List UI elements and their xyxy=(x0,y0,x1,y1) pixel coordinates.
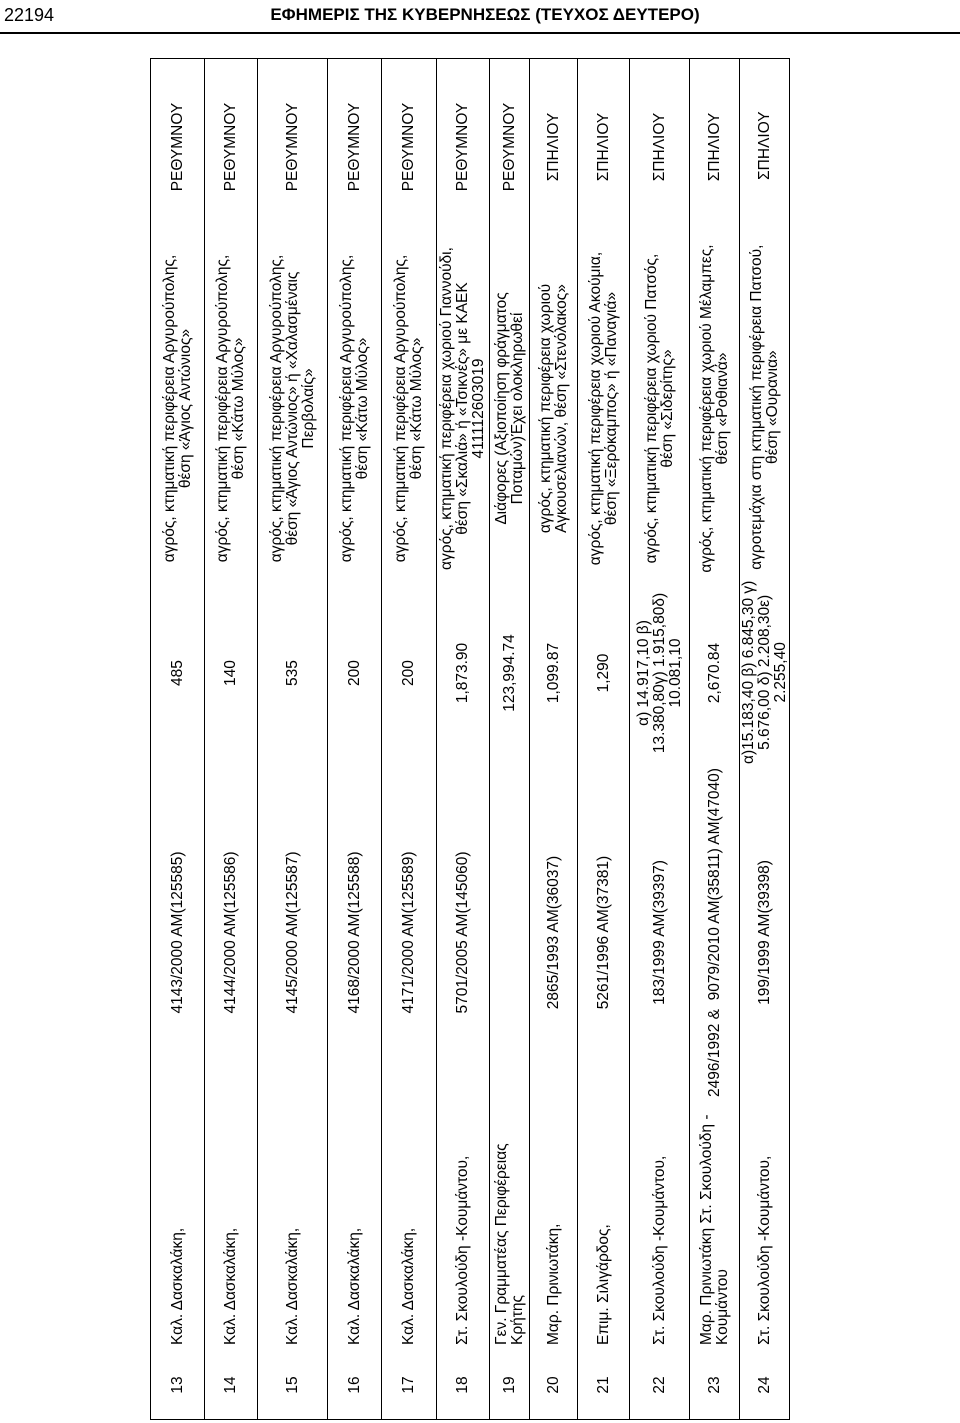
region-name-text: ΡΕΘΥΜΝΟΥ xyxy=(345,102,363,192)
holder-name-cell xyxy=(258,1101,327,1351)
area-value-cell xyxy=(205,582,257,764)
area-value-cell xyxy=(328,582,381,764)
location-description-text: αγρός, κτηματική περιφέρεια χωριού xyxy=(536,283,554,534)
license-number-text: 183/1999 ΑΜ(39397) xyxy=(650,860,668,1005)
location-description-cell xyxy=(328,235,381,582)
region-name-text: ΡΕΘΥΜΝΟΥ xyxy=(283,102,301,192)
license-number-cell xyxy=(258,764,327,1101)
location-description-text: θέση «Κάτω Μύλος» xyxy=(230,337,247,480)
region-name-cell xyxy=(205,59,257,235)
region-name-cell xyxy=(258,59,327,235)
area-value-text: 485 xyxy=(168,660,186,686)
row-number-cell xyxy=(205,1351,257,1419)
row-number-cell xyxy=(530,1351,577,1419)
location-description-text: θέση «Σιδερίτης» xyxy=(658,349,676,468)
rotated-table-area xyxy=(150,58,790,1420)
region-name-text: ΡΕΘΥΜΝΟΥ xyxy=(500,102,518,192)
region-name-text: ΣΠΗΛΙΟΥ xyxy=(705,112,723,182)
area-value-text: 10.081,10 xyxy=(666,638,684,708)
region-name-text: ΡΕΘΥΜΝΟΥ xyxy=(168,102,186,192)
license-number-text: 5701/2005 ΑΜ(145060) xyxy=(454,851,471,1014)
area-value-cell xyxy=(740,581,789,764)
license-number-cell xyxy=(630,764,689,1101)
holder-name-cell xyxy=(630,1101,689,1351)
license-number-cell xyxy=(205,764,257,1101)
area-value-text: 1,873.90 xyxy=(454,642,471,704)
publication-title: ΕΦΗΜΕΡΙΣ ΤΗΣ ΚΥΒΕΡΝΗΣΕΩΣ (ΤΕΥΧΟΣ ΔΕΥΤΕΡΟ) xyxy=(270,5,700,24)
table-row xyxy=(205,59,258,1419)
holder-name-text: Καλ. Δασκαλάκη, xyxy=(345,1227,363,1345)
location-description-text: θέση «Κάτω Μύλος» xyxy=(353,337,371,480)
location-description-cell xyxy=(578,235,629,582)
table-row xyxy=(578,59,630,1419)
location-description-text: αγρός, κτηματική περιφέρεια Αργυρούπολης, xyxy=(214,254,231,563)
area-value-text: 200 xyxy=(400,660,417,686)
location-description-text: Περβολαίς» xyxy=(299,368,317,449)
region-name-text: ΣΠΗΛΙΟΥ xyxy=(650,112,668,182)
license-number-cell xyxy=(437,764,489,1101)
holder-name-text: Κουμάντου xyxy=(713,1269,731,1345)
holder-name-cell xyxy=(437,1101,489,1351)
location-description-cell xyxy=(690,235,739,582)
page-number: 22194 xyxy=(4,5,55,25)
license-number-text: 2865/1993 ΑΜ(36037) xyxy=(544,855,562,1010)
table-row xyxy=(530,59,578,1419)
area-value-text: α) 14.917,10 β) xyxy=(634,620,652,726)
area-value-text: 535 xyxy=(283,660,301,686)
holder-name-text: Κρήτης xyxy=(508,1295,526,1345)
license-number-text: 4145/2000 ΑΜ(125587) xyxy=(283,851,301,1014)
table-row xyxy=(740,59,789,1419)
table-row xyxy=(328,59,382,1419)
row-number-cell xyxy=(690,1351,739,1419)
area-value-text: 1,099.87 xyxy=(544,642,562,704)
row-number-text: 19 xyxy=(500,1376,518,1394)
area-value-cell xyxy=(630,582,689,764)
holder-name-cell xyxy=(382,1101,436,1351)
row-number-text: 20 xyxy=(544,1376,562,1394)
holder-name-cell xyxy=(578,1101,629,1351)
location-description-cell xyxy=(630,235,689,582)
row-number-text: 16 xyxy=(345,1376,363,1394)
row-number-text: 17 xyxy=(400,1376,417,1394)
location-description-text: αγρός, κτηματική περιφέρεια Αργυρούπολης, xyxy=(337,254,355,563)
holder-name-cell xyxy=(205,1101,257,1351)
region-name-text: ΡΕΘΥΜΝΟΥ xyxy=(222,102,239,192)
license-number-cell xyxy=(382,764,436,1101)
row-number-cell xyxy=(578,1351,629,1419)
license-number-text: 4171/2000 ΑΜ(125589) xyxy=(400,851,417,1014)
row-number-cell xyxy=(258,1351,327,1419)
location-description-text: αγρός, κτηματική περιφέρεια Αργυρούπολης, xyxy=(160,254,178,563)
region-name-text: ΡΕΘΥΜΝΟΥ xyxy=(454,102,471,192)
region-name-cell xyxy=(490,59,529,235)
license-number-text: 5261/1996 ΑΜ(37381) xyxy=(594,855,612,1010)
row-number-cell xyxy=(740,1351,789,1419)
location-description-text: θέση «Άγιος Αντώνιος» xyxy=(176,328,194,489)
region-name-cell xyxy=(740,58,789,234)
region-name-cell xyxy=(328,59,381,235)
area-value-text: 123,994.74 xyxy=(500,634,518,712)
location-description-text: θέση «Ξερόκαμπος» ή «Παναγιά» xyxy=(602,291,620,526)
header-rule xyxy=(0,32,960,34)
holder-name-cell xyxy=(151,1101,204,1351)
license-number-text: 4144/2000 ΑΜ(125586) xyxy=(222,851,239,1014)
location-description-text: αγρός, κτηματική περιφέρεια χωριού Ακούμια, xyxy=(586,251,604,566)
location-description-text: θέση «Ροθιανά» xyxy=(713,352,731,465)
location-description-text: 411112603019 xyxy=(470,358,487,459)
area-value-text: 140 xyxy=(222,660,239,686)
license-number-text: 199/1999 ΑΜ(39398) xyxy=(755,860,773,1005)
license-number-text: 4143/2000 ΑΜ(125585) xyxy=(168,851,186,1014)
row-number-cell xyxy=(437,1351,489,1419)
row-number-text: 14 xyxy=(222,1376,239,1394)
holder-name-cell xyxy=(530,1101,577,1351)
area-value-cell xyxy=(151,582,204,764)
location-description-text: θέση «Ουρανια» xyxy=(763,350,781,465)
license-number-text: 4168/2000 ΑΜ(125588) xyxy=(345,851,363,1014)
holder-name-text: Καλ. Δασκαλάκη, xyxy=(168,1227,186,1345)
row-number-text: 24 xyxy=(755,1376,773,1394)
row-number-cell xyxy=(382,1351,436,1419)
row-number-text: 23 xyxy=(705,1376,723,1394)
holder-name-text: Καλ. Δασκαλάκη, xyxy=(222,1227,239,1345)
region-name-text: ΣΠΗΛΙΟΥ xyxy=(594,112,612,182)
row-number-text: 13 xyxy=(168,1376,186,1394)
license-number-cell xyxy=(690,764,739,1101)
location-description-text: αγροτεμάχια στη κτηματική περιφέρεια Πατσού, xyxy=(747,244,765,570)
row-number-text: 22 xyxy=(650,1376,668,1394)
area-value-text: 2.255,40 xyxy=(771,642,789,703)
region-name-text: ΣΠΗΛΙΟΥ xyxy=(755,111,773,180)
location-description-cell xyxy=(382,235,436,582)
license-number-cell xyxy=(740,764,789,1101)
area-value-text: α)15.183,40 β) 6.845,30 γ) xyxy=(739,580,757,764)
location-description-cell xyxy=(437,235,489,582)
holder-name-cell xyxy=(690,1101,739,1351)
location-description-cell xyxy=(205,235,257,582)
row-number-text: 18 xyxy=(454,1376,471,1394)
holder-name-cell xyxy=(328,1101,381,1351)
location-description-text: Ποταμών)Έχει ολοκληρωθεί xyxy=(508,312,526,505)
holder-name-cell xyxy=(740,1101,789,1351)
area-value-text: 200 xyxy=(345,660,363,686)
license-number-cell xyxy=(328,764,381,1101)
area-value-text: 5.676,00 δ) 2.208,30ε) xyxy=(755,594,773,750)
location-description-text: αγρός, κτηματική περιφέρεια χωριού Γιαννούδι, xyxy=(438,247,455,570)
row-number-cell xyxy=(328,1351,381,1419)
license-number-cell xyxy=(530,764,577,1101)
area-value-cell xyxy=(530,582,577,764)
location-description-text: Διάφορες (Αξιοποίηση φράγματος xyxy=(492,292,510,525)
location-description-text: θέση «Σκαλιά» ή «Τσικνές» με ΚΑΕΚ xyxy=(454,282,471,535)
location-description-cell xyxy=(258,235,327,582)
row-number-cell xyxy=(630,1351,689,1419)
region-name-text: ΣΠΗΛΙΟΥ xyxy=(544,112,562,182)
table-row xyxy=(382,59,437,1419)
holder-name-text: Καλ. Δασκαλάκη, xyxy=(400,1227,417,1345)
area-value-text: 2,670.84 xyxy=(705,642,723,704)
location-description-text: αγρός, κτηματική περιφέρεια χωριού Πατσός, xyxy=(642,253,660,564)
location-description-cell xyxy=(490,235,529,582)
table-row xyxy=(690,59,740,1419)
holder-name-text: Μαρ. Πρινιωτάκη Στ. Σκουλούδη - xyxy=(697,1114,715,1345)
row-number-text: 21 xyxy=(594,1376,612,1394)
area-value-text: 13.380,80γ) 1.915,80δ) xyxy=(650,592,668,754)
holder-name-text: Επιμ. Σιλιγάρδος, xyxy=(594,1224,612,1345)
license-number-cell xyxy=(151,764,204,1101)
location-description-cell xyxy=(530,235,577,582)
location-description-cell xyxy=(740,234,789,581)
holder-name-text: Στ. Σκουλούδη -Κουμάντου, xyxy=(454,1155,471,1345)
holder-name-text: Καλ. Δασκαλάκη, xyxy=(283,1227,301,1345)
location-description-text: αγρός, κτηματική περιφέρεια χωριού Μέλαμπες, xyxy=(697,244,715,573)
location-description-text: Αγκουσελιανών, θέση «Στενόλακος» xyxy=(552,284,570,533)
table-row xyxy=(258,59,328,1419)
holder-name-cell xyxy=(490,1101,529,1351)
holder-name-text: Μαρ. Πρινιωτάκη, xyxy=(544,1223,562,1345)
holder-name-text: Στ. Σκουλούδη -Κουμάντου, xyxy=(650,1155,668,1345)
holder-name-text: Γεν. Γραμματέας Περιφέρειας xyxy=(492,1143,510,1345)
region-name-cell xyxy=(578,59,629,235)
area-value-cell xyxy=(437,582,489,764)
region-name-text: ΡΕΘΥΜΝΟΥ xyxy=(400,102,417,192)
table-row xyxy=(437,59,490,1419)
location-description-text: θέση «Κάτω Μύλος» xyxy=(408,337,425,480)
holder-name-text: Στ. Σκουλούδη -Κουμάντου, xyxy=(755,1155,773,1345)
row-number-cell xyxy=(490,1351,529,1419)
area-value-cell xyxy=(382,582,436,764)
table-row xyxy=(630,59,690,1419)
location-description-text: αγρός, κτηματική περιφέρεια Αργυρούπολης, xyxy=(392,254,409,563)
area-value-cell xyxy=(490,582,529,764)
license-number-text: 2496/1992 & 9079/2010 ΑΜ(35811) ΑΜ(47040) xyxy=(705,768,723,1097)
data-table xyxy=(150,58,790,1420)
area-value-cell xyxy=(258,582,327,764)
table-row xyxy=(490,59,530,1419)
row-number-cell xyxy=(151,1351,204,1419)
area-value-cell xyxy=(578,582,629,764)
region-name-cell xyxy=(530,59,577,235)
region-name-cell xyxy=(630,59,689,235)
license-number-cell xyxy=(490,764,529,1101)
license-number-cell xyxy=(578,764,629,1101)
region-name-cell xyxy=(437,59,489,235)
row-number-text: 15 xyxy=(283,1376,301,1394)
location-description-text: θέση «Άγιος Αντώνιος» ή «Χαλασμέναις xyxy=(283,271,301,546)
area-value-cell xyxy=(690,582,739,764)
region-name-cell xyxy=(151,59,204,235)
location-description-cell xyxy=(151,235,204,582)
location-description-text: αγρός, κτηματική περιφέρεια Αργυρούπολης, xyxy=(267,254,285,563)
table-row xyxy=(151,59,205,1419)
area-value-text: 1,290 xyxy=(594,653,612,693)
region-name-cell xyxy=(690,59,739,235)
region-name-cell xyxy=(382,59,436,235)
